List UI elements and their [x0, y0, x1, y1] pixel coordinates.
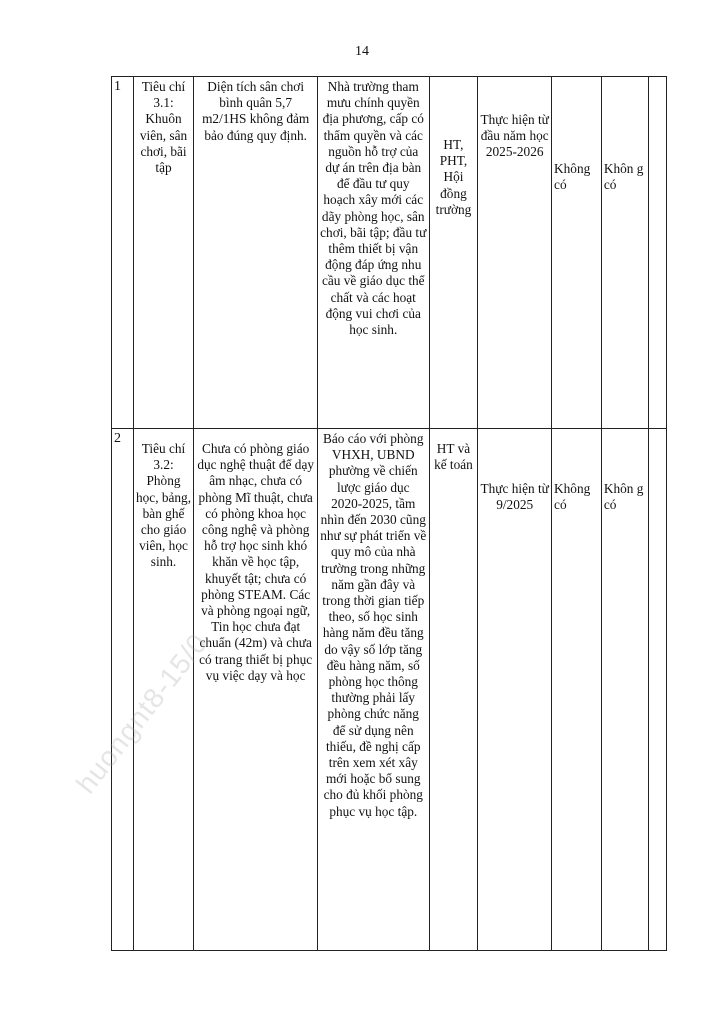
- row-number: 2: [112, 429, 134, 951]
- solution-cell: Báo cáo với phòng VHXH, UBND phường về chiến lược giáo dục 2020-2025, tầm nhìn đến 2030 cũng như sự phát triển về quy mô của nhà trường trong những năm gần đây và trong thời gian tiếp theo, số học sinh hàng năm đều tăng do vậy số lớp tăng đều hàng năm, số phòng học thông thường phải lấy phòng chức năng để sử dụng nên thiếu, đề nghị cấp trên xem xét xây mới hoặc bổ sung cho đủ khối phòng phục vụ học tập.: [317, 429, 429, 951]
- page-number: 14: [355, 44, 369, 59]
- issue-cell: Chưa có phòng giáo dục nghệ thuật để dạy âm nhạc, chưa có phòng Mĩ thuật, chưa có phòng khoa học công nghệ và phòng hỗ trợ học sinh khó khăn về học tập, khuyết tật; chưa có phòng STEAM. Các và phòng ngoại ngữ, Tin học chưa đạt chuẩn (42m) và chưa có trang thiết bị phục vụ việc dạy và học: [194, 429, 318, 951]
- responsible-cell: HT và kế toán: [429, 429, 478, 951]
- criterion-cell: Tiêu chí 3.2: Phòng học, bảng, bàn ghế cho giáo viên, học sinh.: [133, 429, 194, 951]
- row-number: 1: [112, 77, 134, 429]
- issue-cell: Diện tích sân chơi bình quân 5,7 m2/1HS không đảm bảo đúng quy định.: [194, 77, 318, 429]
- col8-cell: Khôn g có: [601, 77, 648, 429]
- solution-cell: Nhà trường tham mưu chính quyền địa phương, cấp có thẩm quyền và các nguồn hỗ trợ của dự án trên địa bàn để đầu tư quy hoạch xây mới các dãy phòng học, sân chơi, bãi tập; đầu tư thêm thiết bị vận động đáp ứng nhu cầu về giáo dục thể chất và các hoạt động vui chơi của học sinh.: [317, 77, 429, 429]
- table-row: [112, 77, 667, 429]
- table-row: [112, 429, 667, 951]
- col7-cell: Không có: [552, 429, 602, 951]
- col8-cell: Khôn g có: [601, 429, 648, 951]
- watermark: huongnt8-15/0: [70, 627, 214, 800]
- responsible-cell: HT, PHT, Hội đồng trường: [429, 77, 478, 429]
- plan-table: [111, 76, 667, 951]
- col7-cell: Không có: [552, 77, 602, 429]
- col9-cell: [648, 429, 666, 951]
- criterion-cell: Tiêu chí 3.1: Khuôn viên, sân chơi, bãi tập: [133, 77, 194, 429]
- col9-cell: [648, 77, 666, 429]
- time-cell: Thực hiện từ đầu năm học 2025-2026: [478, 77, 552, 429]
- time-cell: Thực hiện từ 9/2025: [478, 429, 552, 951]
